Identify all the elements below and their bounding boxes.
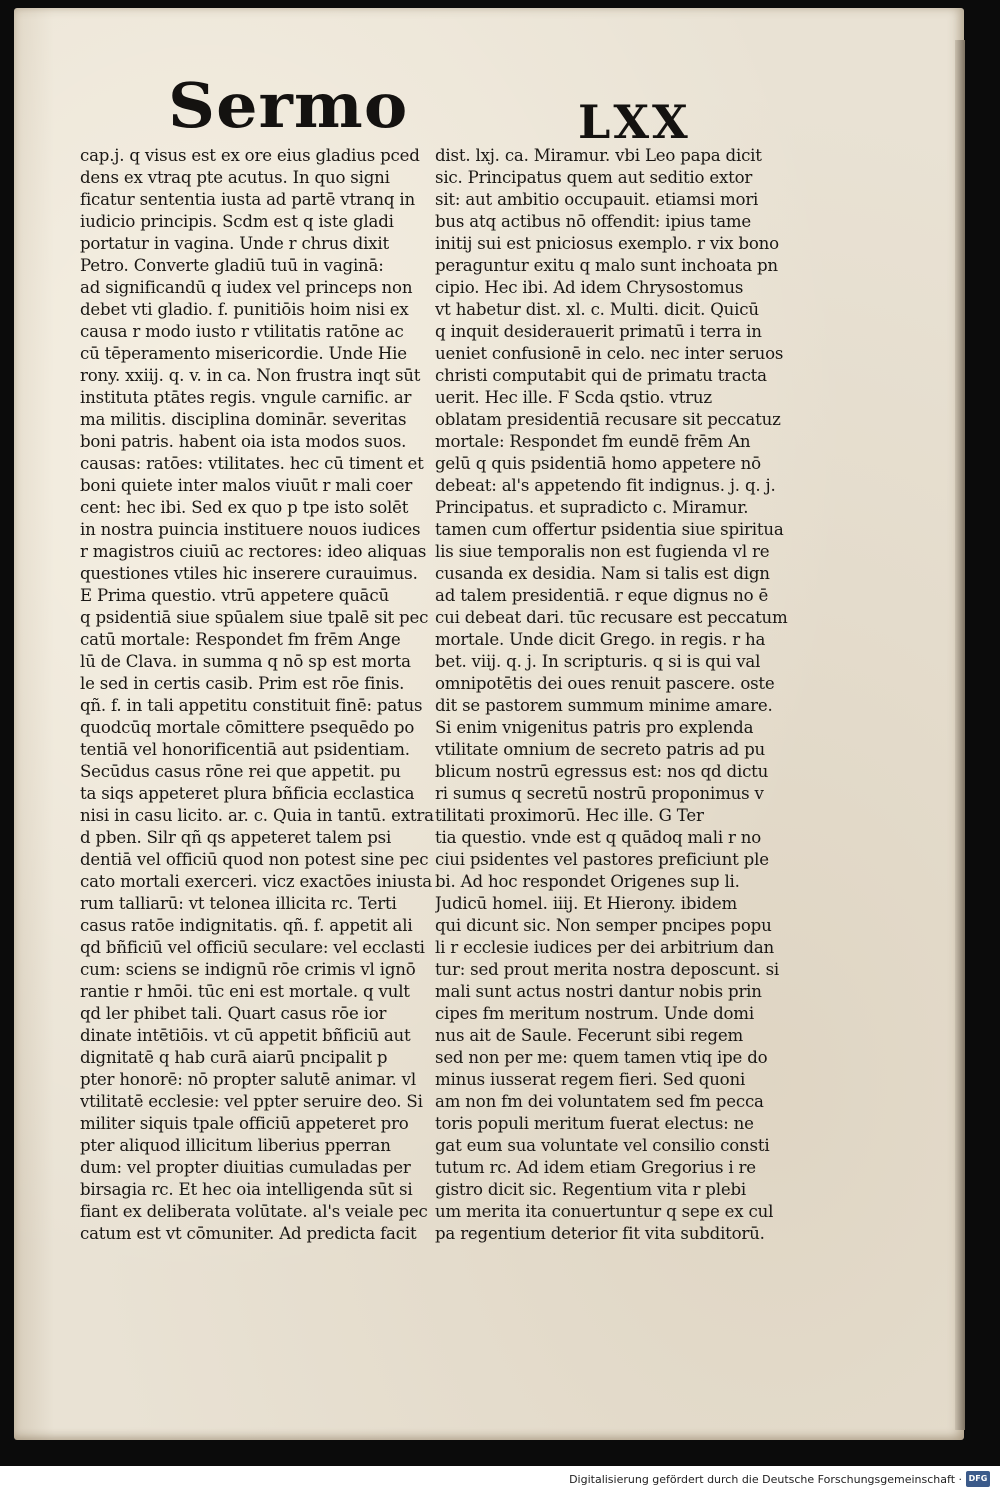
text-line: cusanda ex desidia. Nam si talis est dign bbox=[435, 564, 770, 583]
running-head-title: Sermo bbox=[168, 69, 409, 142]
folio-number: LXX bbox=[578, 95, 691, 149]
dfg-logo: DFG bbox=[966, 1471, 990, 1487]
text-line: vt habetur dist. xl. c. Multi. dicit. Quicū bbox=[435, 300, 759, 319]
text-line: bet. viij. q. j. In scripturis. q si is qui val bbox=[435, 652, 761, 671]
text-line: q psidentiā siue spūalem siue tpalē sit pec bbox=[80, 608, 429, 627]
text-line: lū de Clava. in summa q nō sp est morta bbox=[80, 652, 411, 671]
text-line: peraguntur exitu q malo sunt inchoata pn bbox=[435, 256, 778, 275]
text-line: rony. xxiij. q. v. in ca. Non frustra inqt sūt bbox=[80, 366, 421, 385]
text-line: omnipotētis dei oues renuit pascere. oste bbox=[435, 674, 775, 693]
text-line: dinate intētiōis. vt cū appetit bñficiū aut bbox=[80, 1026, 411, 1045]
text-line: um merita ita conuertuntur q sepe ex cul bbox=[435, 1202, 774, 1221]
text-line: tentiā vel honorificentiā aut psidentiam. bbox=[80, 740, 410, 759]
text-line: cato mortali exerceri. vicz exactōes iniusta bbox=[80, 872, 432, 891]
text-line: ma militis. disciplina dominār. severitas bbox=[80, 410, 407, 429]
text-line: minus iusserat regem fieri. Sed quoni bbox=[435, 1070, 746, 1089]
text-line: d pben. Silr qñ qs appeteret talem psi bbox=[80, 828, 392, 847]
text-line: Principatus. et supradicto c. Miramur. bbox=[435, 498, 749, 517]
text-line: tamen cum offertur psidentia siue spiritua bbox=[435, 520, 784, 539]
text-line: causas: ratōes: vtilitates. hec cū timent et bbox=[80, 454, 424, 473]
text-line: dentiā vel officiū quod non potest sine pec bbox=[80, 850, 429, 869]
text-line: in nostra puincia instituere nouos iudices bbox=[80, 520, 421, 539]
text-line: le sed in certis casib. Prim est rōe finis. bbox=[80, 674, 405, 693]
text-line: cent: hec ibi. Sed ex quo p tpe isto solēt bbox=[80, 498, 409, 517]
text-line: gelū q quis psidentiā homo appetere nō bbox=[435, 454, 761, 473]
page-edge bbox=[955, 40, 965, 1430]
text-line: ciui psidentes vel pastores preficiunt ple bbox=[435, 850, 769, 869]
text-line: qd bñficiū vel officiū seculare: vel ecclasti bbox=[80, 938, 425, 957]
text-line: cipio. Hec ibi. Ad idem Chrysostomus bbox=[435, 278, 744, 297]
text-line: oblatam presidentiā recusare sit peccatuz bbox=[435, 410, 781, 429]
text-line: bi. Ad hoc respondet Origenes sup li. bbox=[435, 872, 740, 891]
footer-bar bbox=[0, 1466, 1000, 1494]
text-line: cipes fm meritum nostrum. Unde domi bbox=[435, 1004, 754, 1023]
text-line: Secūdus casus rōne rei que appetit. pu bbox=[80, 762, 401, 781]
text-line: cap.j. q visus est ex ore eius gladius pced bbox=[80, 146, 420, 165]
text-line: dum: vel propter diuitias cumuladas per bbox=[80, 1158, 411, 1177]
text-line: qd ler phibet tali. Quart casus rōe ior bbox=[80, 1004, 387, 1023]
text-line: E Prima questio. vtrū appetere quācū bbox=[80, 586, 389, 605]
text-line: li r ecclesie iudices per dei arbitrium dan bbox=[435, 938, 775, 957]
text-line: pter aliquod illicitum liberius pperran bbox=[80, 1136, 391, 1155]
text-line: vtilitatē ecclesie: vel ppter seruire deo. Si bbox=[80, 1092, 423, 1111]
text-line: questiones vtiles hic inserere curauimus. bbox=[80, 564, 418, 583]
text-line: tia questio. vnde est q quādoq mali r no bbox=[435, 828, 762, 847]
text-line: rum talliarū: vt telonea illicita rc. Terti bbox=[80, 894, 397, 913]
text-line: dignitatē q hab curā aiarū pncipalit p bbox=[80, 1048, 388, 1067]
text-line: rantie r hmōi. tūc eni est mortale. q vult bbox=[80, 982, 410, 1001]
text-line: quodcūq mortale cōmittere psequēdo po bbox=[80, 718, 415, 737]
text-line: gistro dicit sic. Regentium vita r plebi bbox=[435, 1180, 746, 1199]
text-line: ficatur sententia iusta ad partē vtranq in bbox=[80, 190, 415, 209]
text-line: bus atq actibus nō offendit: ipius tame bbox=[435, 212, 752, 231]
text-line: Petro. Converte gladiū tuū in vaginā: bbox=[80, 256, 384, 275]
text-line: tutum rc. Ad idem etiam Gregorius i re bbox=[435, 1158, 756, 1177]
text-line: dit se pastorem summum minime amare. bbox=[435, 696, 773, 715]
text-line: toris populi meritum fuerat electus: ne bbox=[435, 1114, 754, 1133]
text-line: debet vti gladio. f. punitiōis hoim nisi ex bbox=[80, 300, 409, 319]
text-line: Si enim vnigenitus patris pro explenda bbox=[435, 718, 754, 737]
text-line: qui dicunt sic. Non semper pncipes popu bbox=[435, 916, 772, 935]
text-line: militer siquis tpale officiū appeteret pro bbox=[80, 1114, 409, 1133]
text-line: am non fm dei voluntatem sed fm pecca bbox=[435, 1092, 764, 1111]
text-line: tur: sed prout merita nostra deposcunt. si bbox=[435, 960, 780, 979]
text-line: pa regentium deterior fit vita subditorū. bbox=[435, 1224, 765, 1243]
text-line: uerit. Hec ille. F Scda qstio. vtruz bbox=[435, 388, 712, 407]
text-line: cui debeat dari. tūc recusare est peccatum bbox=[435, 608, 788, 627]
text-line: boni quiete inter malos viuūt r mali coer bbox=[80, 476, 413, 495]
text-line: birsagia rc. Et hec oia intelligenda sūt si bbox=[80, 1180, 413, 1199]
text-line: iudicio principis. Scdm est q iste gladi bbox=[80, 212, 394, 231]
text-line: ueniet confusionē in celo. nec inter seruos bbox=[435, 344, 784, 363]
text-line: causa r modo iusto r vtilitatis ratōne ac bbox=[80, 322, 404, 341]
text-line: ri sumus q secretū nostrū proponimus v bbox=[435, 784, 764, 803]
text-line: lis siue temporalis non est fugienda vl re bbox=[435, 542, 770, 561]
text-line: q inquit desiderauerit primatū i terra in bbox=[435, 322, 762, 341]
text-line: ad talem presidentiā. r eque dignus no ē bbox=[435, 586, 769, 605]
text-line: dist. lxj. ca. Miramur. vbi Leo papa dicit bbox=[435, 146, 762, 165]
text-line: r magistros ciuiū ac rectores: ideo aliquas bbox=[80, 542, 427, 561]
text-line: nisi in casu licito. ar. c. Quia in tantū. extra bbox=[80, 806, 434, 825]
text-line: cū tēperamento misericordie. Unde Hie bbox=[80, 344, 407, 363]
text-line: christi computabit qui de primatu tracta bbox=[435, 366, 767, 385]
text-line: ad significandū q iudex vel princeps non bbox=[80, 278, 413, 297]
text-line: boni patris. habent oia ista modos suos. bbox=[80, 432, 407, 451]
text-line: cum: sciens se indignū rōe crimis vl ignō bbox=[80, 960, 416, 979]
text-line: vtilitate omnium de secreto patris ad pu bbox=[435, 740, 766, 759]
text-line: initij sui est pniciosus exemplo. r vix bono bbox=[435, 234, 779, 253]
text-line: fiant ex deliberata volūtate. al's veiale pec bbox=[80, 1202, 428, 1221]
text-line: qñ. f. in tali appetitu constituit finē: patus bbox=[80, 696, 423, 715]
text-line: Judicū homel. iiij. Et Hierony. ibidem bbox=[435, 894, 738, 913]
text-line: mortale: Respondet fm eundē frēm An bbox=[435, 432, 751, 451]
text-line: debeat: al's appetendo fit indignus. j. q. j. bbox=[435, 476, 776, 495]
text-line: sit: aut ambitio occupauit. etiamsi mori bbox=[435, 190, 759, 209]
left-text-column bbox=[80, 145, 440, 1245]
text-line: nus ait de Saule. Fecerunt sibi regem bbox=[435, 1026, 743, 1045]
text-line: instituta ptātes regis. vngule carnific. ar bbox=[80, 388, 412, 407]
text-line: mortale. Unde dicit Grego. in regis. r ha bbox=[435, 630, 766, 649]
text-line: blicum nostrū egressus est: nos qd dictu bbox=[435, 762, 769, 781]
text-line: dens ex vtraq pte acutus. In quo signi bbox=[80, 168, 390, 187]
text-line: tilitati proximorū. Hec ille. G Ter bbox=[435, 806, 704, 825]
text-line: sed non per me: quem tamen vtiq ipe do bbox=[435, 1048, 768, 1067]
right-text-column bbox=[435, 145, 807, 1245]
text-line: catū mortale: Respondet fm frēm Ange bbox=[80, 630, 401, 649]
text-line: sic. Principatus quem aut seditio extor bbox=[435, 168, 753, 187]
text-line: catum est vt cōmuniter. Ad predicta facit bbox=[80, 1224, 417, 1243]
text-line: mali sunt actus nostri dantur nobis prin bbox=[435, 982, 762, 1001]
text-line: pter honorē: nō propter salutē animar. vl bbox=[80, 1070, 416, 1089]
funding-credit: Digitalisierung gefördert durch die Deutsche Forschungsgemeinschaft · bbox=[569, 1473, 962, 1486]
text-line: gat eum sua voluntate vel consilio consti bbox=[435, 1136, 770, 1155]
text-line: casus ratōe indignitatis. qñ. f. appetit ali bbox=[80, 916, 413, 935]
text-line: portatur in vagina. Unde r chrus dixit bbox=[80, 234, 389, 253]
text-line: ta siqs appeteret plura bñficia ecclastica bbox=[80, 784, 415, 803]
